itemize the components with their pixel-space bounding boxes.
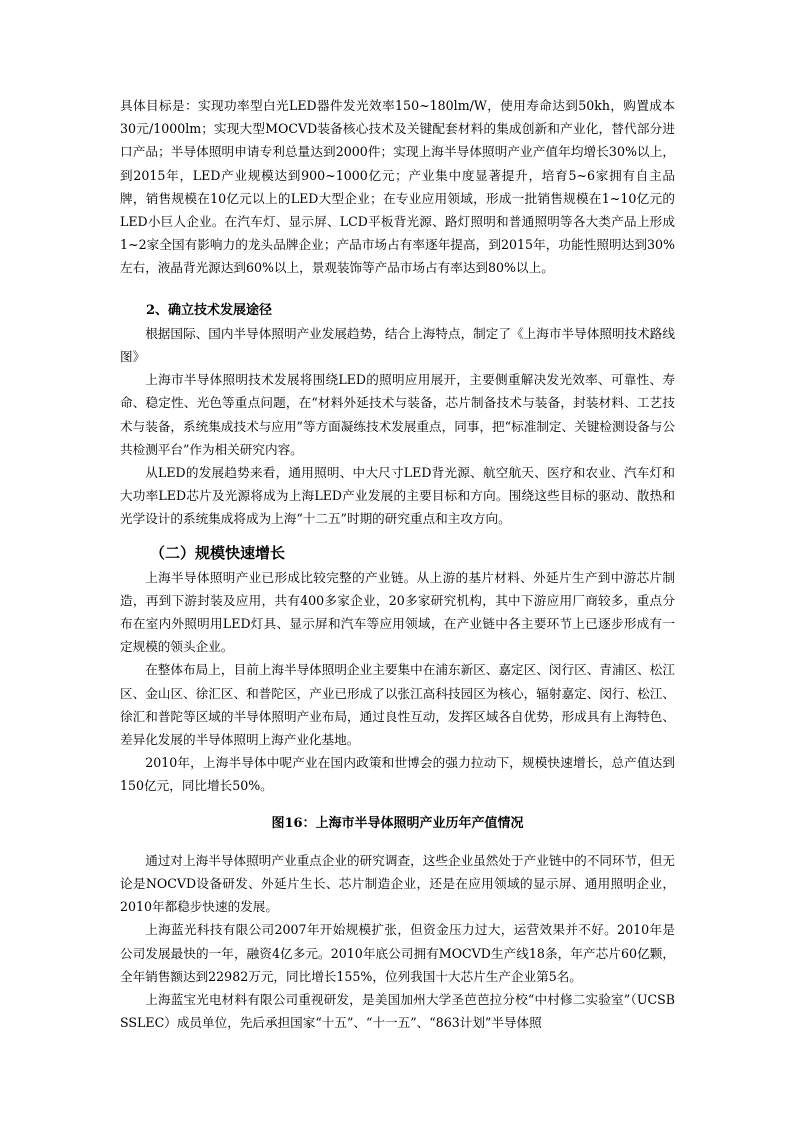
spacer (120, 531, 675, 540)
paragraph-bluelight: 上海蓝光科技有限公司2007年开始规模扩张，但资金压力过大，运营效果并不好。2010年是公司发展最快的一年，融资4亿多元。2010年底公司拥有MOCVD生产线18条，年产芯片60亿颗，全年销售额达到22982万元，同比增长155%，位列我国十大芯片生产企业第5名。 (120, 922, 675, 984)
section-heading-tech-path: 2、确立技术发展途径 (146, 302, 273, 318)
paragraph-roadmap: 根据国际、国内半导体照明产业发展趋势，结合上海特点，制定了《上海市半导体照明技术路线图》 (120, 325, 675, 365)
document-page (120, 94, 675, 1034)
figure-title: 图16：上海市半导体照明产业历年产值情况 (271, 815, 524, 831)
paragraph-survey: 通过对上海半导体照明产业重点企业的研究调查，这些企业虽然处于产业链中的不同环节，但无论是NOCVD设备研发、外延片生长、芯片制造企业，还是在应用领域的显示屏、通用照明企业，2010年都稳步快速的发展。 (120, 852, 675, 915)
paragraph-focus: 上海市半导体照明技术发展将围绕LED的照明应用展开，主要侧重解决发光效率、可靠性、寿命、稳定性、光色等重点问题，在“材料外延技术与装备，芯片制备技术与装备，封装材料、工艺技术与装备，系统集成技术与应用”等方面凝练技术发展重点，同事，把“标准制定、关键检测设备与公共检测平台”作为相关研究内容。 (120, 372, 675, 457)
paragraph-trend: 从LED的发展趋势来看，通用照明、中大尺寸LED背光源、航空航天、医疗和农业、汽车灯和大功率LED芯片及光源将成为上海LED产业发展的主要目标和方向。围绕这些目标的驱动、散热和光学设计的系统集成将成为上海“十二五”时期的研究重点和主攻方向。 (120, 465, 675, 527)
spacer (120, 280, 675, 299)
spacer (120, 835, 675, 849)
section-heading-growth: （二）规模快速增长 (150, 543, 286, 562)
paragraph-2010-output: 2010年，上海半导体中呢产业在国内政策和世博会的强力拉动下，规模快速增长，总产值达到150亿元，同比增长50%。 (120, 755, 675, 794)
paragraph-targets: 具体目标是：实现功率型白光LED器件发光效率150~180lm/W，使用寿命达到50kh，购置成本30元/1000lm；实现大型MOCVD装备核心技术及关键配套材料的集成创新和产业化，替代部分进口产品；半导体照明申请专利总量达到2000件；实现上海半导体照明产业产值年均增长30%以上，到2015年，LED产业规模达到900~1000亿元；产业集中度显著提升，培育5~6家拥有自主品牌，销售规模在10亿元以上的LED大型企业；在专业应用领域，形成一批销售规模在1~10亿元的LED小巨人企业。在汽车灯、显示屏、LCD平板背光源、路灯照明和普通照明等各大类产品上形成1~2家全国有影响力的龙头品牌企业；产品市场占有率逐年提高，到2015年，功能性照明达到30%左右，液晶背光源达到60%以上，景观装饰等产品市场占有率达到80%以上。 (120, 98, 675, 276)
paragraph-sapphire: 上海蓝宝光电材料有限公司重视研发，是美国加州大学圣芭芭拉分校“中村修二实验室”（UCSB SSLEC）成员单位，先后承担国家“十五”、“十一五”、“863计划”半导体照 (120, 991, 675, 1031)
paragraph-layout: 在整体布局上，目前上海半导体照明企业主要集中在浦东新区、嘉定区、闵行区、青浦区、松江区、金山区、徐汇区、和普陀区，产业已形成了以张江高科技园区为核心，辐射嘉定、闵行、松江、徐汇和普陀等区域的半导体照明产业布局，通过良性互动，发挥区域各自优势，形成具有上海特色、差异化发展的半导体照明上海产业化基地。 (120, 662, 675, 748)
spacer (120, 798, 675, 812)
paragraph-industry-chain: 上海半导体照明产业已形成比较完整的产业链。从上游的基片材料、外延片生产到中游芯片制造，再到下游封装及应用，共有400多家企业，20多家研究机构，其中下游应用厂商较多，重点分布在室内外照明用LED灯具、显示屏和汽车等应用领域，在产业链中各主要环节上已逐步形成有一定规模的领头企业。 (120, 569, 675, 655)
